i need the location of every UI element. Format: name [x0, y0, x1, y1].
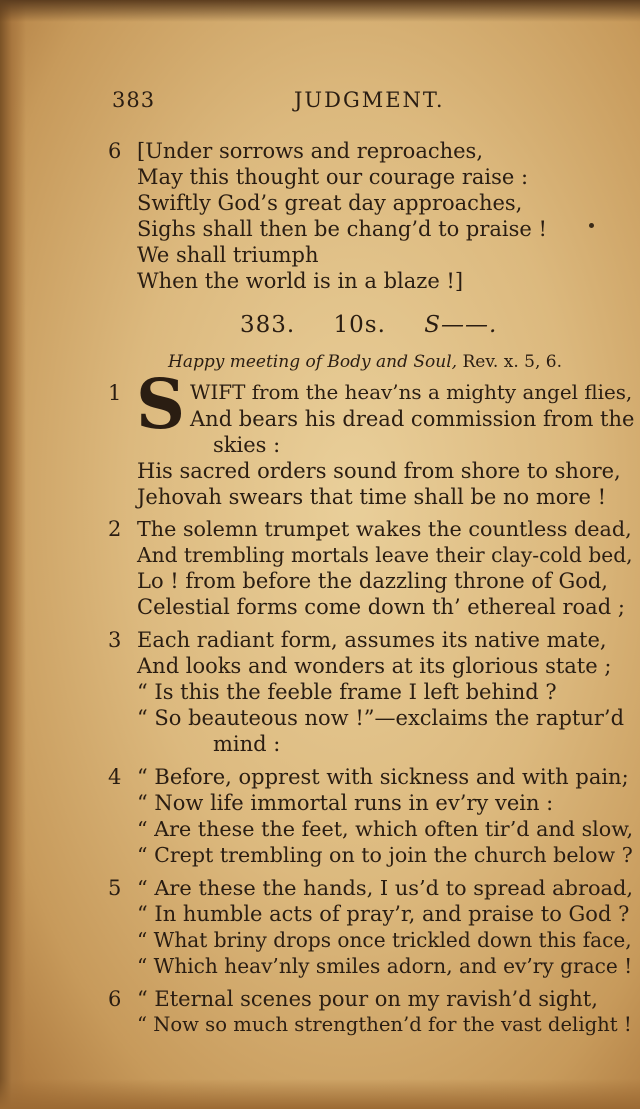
verse-number: 6 — [108, 987, 122, 1011]
verse-line: skies : — [213, 433, 281, 457]
verse-line: “ Before, opprest with sickness and with pain; — [137, 765, 629, 789]
page-edge-shadow — [0, 0, 26, 1109]
verse-line: [Under sorrows and reproaches, — [137, 139, 484, 163]
hymn-title — [240, 312, 497, 338]
verse-number: 1 — [108, 381, 122, 405]
verse-line: “ Now life immortal runs in ev’ry vein : — [137, 791, 554, 815]
verse-line: “ Are these the hands, I us’d to spread abroad, — [137, 876, 634, 900]
page-top-shadow — [0, 0, 640, 22]
verse-number: 6 — [108, 139, 122, 163]
page-bottom-shadow — [0, 1079, 640, 1109]
verse-number: 4 — [108, 765, 122, 789]
running-head: JUDGMENT. — [294, 88, 445, 112]
scripture-reference: Rev. x. 5, 6. — [462, 352, 562, 372]
verse-line: And bears his dread commission from the — [190, 407, 635, 431]
hymn-subtitle — [168, 352, 562, 372]
verse-line: The solemn trumpet wakes the countless dead, — [137, 517, 632, 541]
page-number: 383 — [112, 88, 156, 112]
verse-line: His sacred orders sound from shore to shore, — [137, 459, 621, 483]
verse-line: “ Is this the feeble frame I left behind ? — [137, 680, 557, 704]
verse-line: Swiftly God’s great day approaches, — [137, 191, 523, 215]
page-header — [112, 88, 632, 118]
verse-line: When the world is in a blaze !] — [137, 269, 464, 293]
verse-line: “ What briny drops once trickled down this face, — [137, 928, 632, 952]
verse-line: Each radiant form, assumes its native mate, — [137, 628, 607, 652]
verse-line: “ So beauteous now !”—exclaims the raptur’d — [137, 706, 625, 730]
verse-line: “ Eternal scenes pour on my ravish’d sight, — [137, 987, 598, 1011]
verse-line: Sighs shall then be chang’d to praise ! — [137, 217, 547, 241]
verse-line: “ In humble acts of pray’r, and praise to God ? — [137, 902, 630, 926]
verse-line: “ Now so much strengthen’d for the vast delight ! — [137, 1013, 632, 1036]
drop-cap: S — [136, 365, 186, 445]
verse-line: Jehovah swears that time shall be no more ! — [137, 485, 607, 509]
verse-line: And trembling mortals leave their clay-cold bed, — [137, 543, 633, 567]
verse-line: “ Crept trembling on to join the church below ? — [137, 843, 633, 867]
verse-line: May this thought our courage raise : — [137, 165, 529, 189]
hymn-tune: S——. — [424, 312, 498, 338]
verse-line: “ Which heav’nly smiles adorn, and ev’ry grace ! — [137, 954, 633, 978]
verse-line: And looks and wonders at its glorious state ; — [137, 654, 612, 678]
verse-line: We shall triumph — [137, 243, 319, 267]
verse-line: WIFT from the heav’ns a mighty angel flies, — [190, 381, 633, 404]
hymn-meter: 10s. — [333, 312, 386, 338]
verse-line: Lo ! from before the dazzling throne of God, — [137, 569, 608, 593]
verse-number: 2 — [108, 517, 122, 541]
hymn-theme: Happy meeting of Body and Soul, — [168, 352, 458, 372]
verse-line: “ Are these the feet, which often tir’d and slow, — [137, 817, 634, 841]
verse-line: mind : — [213, 732, 281, 756]
verse-number: 5 — [108, 876, 122, 900]
verse-line: Celestial forms come down th’ ethereal road ; — [137, 595, 625, 619]
ink-speck — [589, 223, 594, 228]
hymn-number: 383. — [240, 312, 296, 338]
verse-number: 3 — [108, 628, 122, 652]
